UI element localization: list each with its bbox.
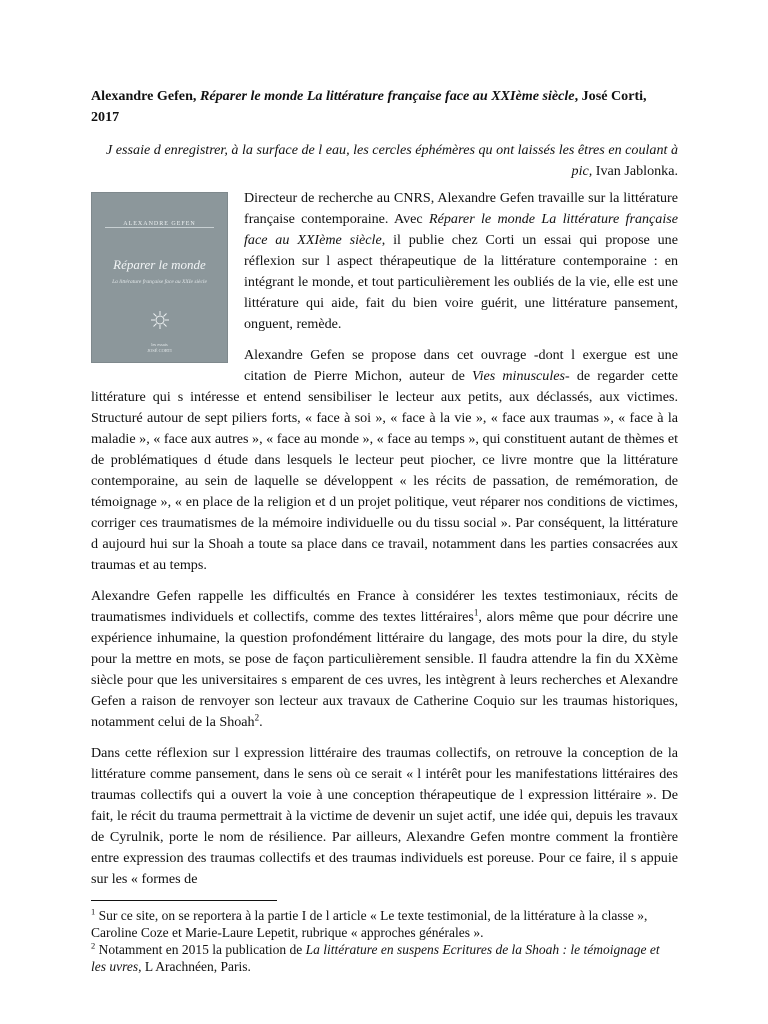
cover-subtitle: La littérature française face au XXIe siècle [112, 279, 207, 285]
p1-book-title: Réparer le monde La littérature française face au XXIème siècle [244, 211, 678, 248]
heading-book-title: Réparer le monde La littérature française face au XXIème siècle [199, 88, 575, 104]
footnote-2-text-b: , L Arachnéen, Paris. [138, 959, 251, 974]
cover-rule [105, 227, 214, 228]
epigraph-quote: J essaie d enregistrer, à la surface de l eau, les cercles éphémères qu ont laissés les êtres en coulant à pic, [106, 142, 678, 179]
heading-publisher: , José Corti, 2017 [91, 88, 647, 125]
cover-author: ALEXANDRE GEFEN [123, 221, 196, 227]
cover-title: Réparer le monde [113, 257, 206, 272]
p2-text-a: Alexandre Gefen se propose dans cet ouvrage -dont l exergue est une citation de Pierre Michon, auteur de [244, 347, 678, 384]
book-cover-image [91, 192, 228, 363]
paragraph-2 [91, 345, 678, 576]
footnote-1 [91, 907, 678, 941]
footnote-divider [91, 900, 277, 901]
footnote-2-book-title: La littérature en suspens Ecritures de la Shoah : le témoignage et les uvres [91, 942, 660, 974]
paragraph-4: Dans cette réflexion sur l expression littéraire des traumas collectifs, on retrouve la conception de la littérature comme pansement, dans le sens où ce serait « l intérêt pour les manifestations littéraires des traumas collectifs qui a ouvert la voie à une conception thérapeutique de l expression littéraire ». De fait, le récit du trauma permettrait à la victime de devenir un sujet actif, une idée qui, depuis les travaux de Cyrulnik, porte le nom de résilience. Par ailleurs, Alexandre Gefen montre comment la frontière entre expression des traumas collectifs et des traumas individuels est poreuse. Pour ce faire, il s appuie sur les « formes de [91, 745, 678, 887]
cover-imprint-line1: les essais [151, 342, 168, 347]
p3-text-a: Alexandre Gefen rappelle les difficultés en France à considérer les textes testimoniaux, récits de traumatismes individuels et collectifs, comme des textes littéraires [91, 588, 678, 625]
footnote-ref-2[interactable]: 2 [254, 712, 260, 723]
publisher-emblem-icon [150, 310, 170, 330]
footnote-ref-1[interactable]: 1 [473, 607, 479, 618]
heading-author: Alexandre Gefen, [91, 88, 200, 104]
p3-text-b: , alors même que pour décrire une expérience inhumaine, la question profondément littéraire du langage, des mots pour la dire, du style pour la mettre en mots, se pose de façon particulièrement sensible. Il faudra attendre la fin du XXème siècle pour que les universitaires s emparent de ces uvres, les intègrent à leurs recherches et Alexandre Gefen a raison de renvoyer son lecteur aux travaux de Catherine Coquio sur les traumas historiques, notamment celui de la Shoah [91, 609, 678, 730]
review-heading [91, 86, 678, 128]
cover-imprint-line2: JOSÉ CORTI [147, 348, 172, 353]
paragraph-3 [91, 586, 678, 733]
footnote-2-number: 2 [91, 940, 96, 951]
footnote-1-text: Sur ce site, on se reportera à la partie I de l article « Le texte testimonial, de la littérature à la classe », Caroline Coze et Marie-Laure Lepetit, rubrique « approches générales ». [91, 908, 648, 940]
p2-text-b: - de regarder cette littérature qui s intéresse et entend sensibiliser le lecteur aux petits, aux déclassés, aux victimes. Structuré autour de sept piliers forts, « face à soi », « face à la vie », « face aux traumas », « face à la maladie », « face aux autres », « face au monde », « face au temps », qui constituent autant de thèmes et de problématiques d étude dans lesquels le lecteur peut piocher, ce livre montre que la littérature contemporaine, au sein de laquelle se développent « les récits de passation, de remémoration, de témoignage », « en place de la religion et d un projet politique, veut réparer nos conditions de victimes, corriger ces traumatismes de la mémoire individuelle ou du tissu social ». Par conséquent, la littérature d aujourd hui sur la Shoah a toute sa place dans ce travail, notamment dans les parties consacrées aux traumas et au temps. [91, 368, 678, 573]
epigraph-author: Ivan Jablonka. [592, 163, 678, 179]
document-page [91, 86, 678, 975]
footnote-2 [91, 941, 678, 975]
p3-text-c: . [259, 714, 263, 730]
p1-text-a: Directeur de recherche au CNRS, Alexandre Gefen travaille sur la littérature française contemporaine. Avec [244, 190, 678, 227]
epigraph [91, 140, 678, 182]
footnote-1-number: 1 [91, 906, 96, 917]
p1-text-b: , il publie chez Corti un essai qui propose une réflexion sur l aspect thérapeutique de la littérature contemporaine : en intégrant le monde, et tout particulièrement les oubliés de la vie, elle est une littérature qui aide, fait du bien voire guérit, une littérature pansement, onguent, remède. [244, 232, 678, 332]
footnote-2-text-a: Notamment en 2015 la publication de [95, 942, 306, 957]
p2-book-title: Vies minuscules [472, 368, 566, 384]
cover-imprint [91, 342, 228, 354]
